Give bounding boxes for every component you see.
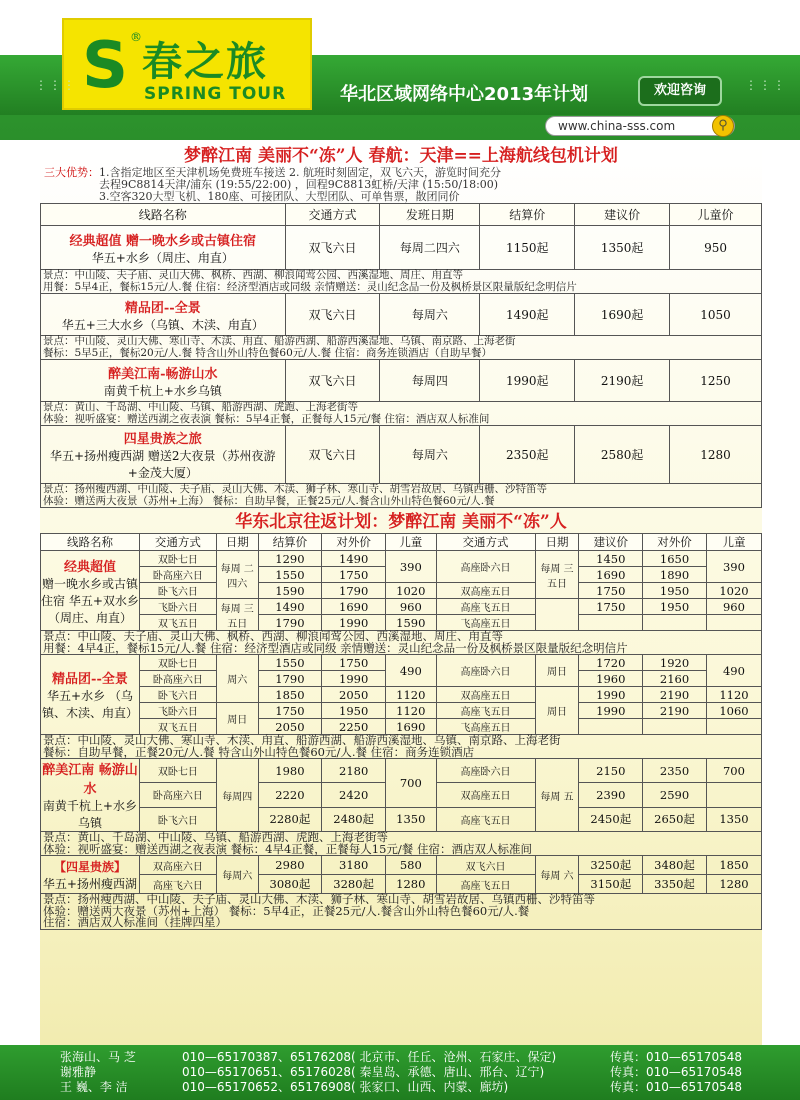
child-price: 1120 <box>386 687 437 703</box>
table-row[interactable] <box>41 360 762 402</box>
contact-fax: 传真：010—65170548 <box>610 1065 742 1079</box>
public-price: 1690 <box>322 599 386 615</box>
empty-cell <box>579 719 643 735</box>
table-row[interactable] <box>41 856 762 875</box>
col-header: 结算价 <box>258 534 322 551</box>
note-line: 体验：赠送两大夜景（苏州+上海） 餐标：5早4正，正餐25元/人.餐含山外山特色餐60元/人.餐 <box>43 903 530 918</box>
public-price: 1950 <box>643 583 707 599</box>
route-desc: 华五+扬州瘦西湖 <box>42 876 137 891</box>
settle-price: 1590 <box>258 583 322 599</box>
public-price: 2050 <box>322 687 386 703</box>
col-header: 线路名称 <box>41 534 140 551</box>
contact-phone[interactable]: 010—65170387、65176208( 北京市、任丘、沧州、石家庄、保定) <box>182 1050 557 1064</box>
transport: 高座飞五日 <box>436 599 535 615</box>
advantages <box>40 167 762 203</box>
transport: 双飞六日 <box>285 294 380 336</box>
departure-date: 每周二四六 <box>380 226 480 270</box>
route-name: 精品团--全景 <box>52 672 128 687</box>
transport: 卧飞六日 <box>139 687 216 703</box>
public-price: 3350起 <box>643 875 707 894</box>
empty-cell <box>643 615 707 631</box>
transport: 飞高座五日 <box>436 719 535 735</box>
public-price: 1650 <box>643 551 707 567</box>
empty-cell <box>579 615 643 631</box>
settle-price: 2050 <box>258 719 322 735</box>
suggest-price: 2580起 <box>575 426 670 484</box>
logo-text-en: SPRING TOUR <box>144 84 287 104</box>
route-notes <box>41 735 762 759</box>
settle-price: 2980 <box>258 856 322 875</box>
child-price: 960 <box>386 599 437 615</box>
route-name: 【四星贵族】 <box>53 859 126 874</box>
note-line: 住宿：酒店双人标准间（挂牌四星） <box>43 915 227 929</box>
public-price: 2420 <box>322 783 386 807</box>
table-row[interactable] <box>41 599 762 615</box>
departure-date: 每周六 <box>380 294 480 336</box>
suggest-price: 1690起 <box>575 294 670 336</box>
col-header: 日期 <box>216 534 258 551</box>
settle-price: 1490 <box>258 599 322 615</box>
settle-price: 1490起 <box>480 294 575 336</box>
empty-cell <box>706 719 761 735</box>
col-header: 线路名称 <box>41 204 286 226</box>
date: 每周 二四六 <box>216 551 258 599</box>
suggest-price: 1960 <box>579 671 643 687</box>
col-header: 结算价 <box>480 204 575 226</box>
child-price: 700 <box>706 759 761 783</box>
route-desc: 华五+水乡（周庄、甪直） <box>91 250 234 265</box>
contact-fax: 传真：010—65170548 <box>610 1080 742 1094</box>
suggest-price: 2390 <box>579 783 643 807</box>
child-price: 1050 <box>670 294 762 336</box>
col-header: 交通方式 <box>436 534 535 551</box>
table-header <box>41 534 762 551</box>
date: 每周 六 <box>535 856 579 894</box>
settle-price: 1790 <box>258 671 322 687</box>
date: 周六 <box>216 655 258 703</box>
route-notes <box>41 270 762 294</box>
public-price: 2480起 <box>322 807 386 831</box>
transport: 双飞六日 <box>285 226 380 270</box>
route-name: 经典超值 赠一晚水乡或古镇住宿 <box>69 233 257 249</box>
suggest-price: 1450 <box>579 551 643 567</box>
note-line: 景点：扬州瘦西湖、中山陵、夫子庙、灵山大佛、木渎、狮子林、寒山寺、胡雪岩故居、乌镇西栅、沙特笛等 <box>43 892 595 906</box>
suggest-price: 3150起 <box>579 875 643 894</box>
public-price: 2250 <box>322 719 386 735</box>
settle-price: 1990起 <box>480 360 575 402</box>
note-line: 餐标：自助早餐，正餐20元/人.餐 特含山外山特色餐60元/人.餐 住宿：商务连锁酒店 <box>43 744 475 759</box>
route-name: 四星贵族之旅 <box>123 432 202 447</box>
child-price: 390 <box>386 551 437 583</box>
advantages-label: 三大优势： <box>44 166 99 179</box>
route-desc: 华五+扬州瘦西湖 赠送2大夜景（苏州夜游+金茂大厦） <box>50 449 276 480</box>
registered-icon: ® <box>130 30 142 44</box>
date: 周日 <box>535 687 579 735</box>
table-row[interactable] <box>41 226 762 270</box>
child-price: 950 <box>670 226 762 270</box>
suggest-price: 1690 <box>579 567 643 583</box>
suggest-price: 1750 <box>579 583 643 599</box>
transport: 卧高座六日 <box>139 783 216 807</box>
public-price: 2190 <box>643 687 707 703</box>
header <box>0 0 800 140</box>
transport: 卧高座六日 <box>139 567 216 583</box>
note-line: 景点：中山陵、夫子庙、灵山大佛、枫桥、西湖、柳浪闻莺公园、西溪湿地、周庄、甪直等 <box>43 629 503 643</box>
transport: 卧飞六日 <box>139 583 216 599</box>
advantage-flight: 去程9C8814天津/浦东 (19:55/22:00) ，回程9C8813虹桥/天津 (15:50/18:00) <box>99 178 499 191</box>
transport: 双飞六日 <box>436 856 535 875</box>
col-header: 儿童 <box>706 534 761 551</box>
route-desc: 华五+水乡 （乌镇、木渎、甪直） <box>41 689 138 720</box>
col-header: 建议价 <box>579 534 643 551</box>
child-price: 700 <box>386 759 437 808</box>
public-price: 3280起 <box>322 875 386 894</box>
suggest-price: 2450起 <box>579 807 643 831</box>
child-price: 1280 <box>386 875 437 894</box>
route-name: 经典超值 <box>63 559 116 575</box>
section1-title: 梦醉江南 美丽不“冻”人 春航：天津==上海航线包机计划 <box>184 146 618 166</box>
child-price: 1350 <box>706 807 761 831</box>
suggest-price: 1990 <box>579 703 643 719</box>
settle-price: 3080起 <box>258 875 322 894</box>
date: 周日 <box>216 703 258 735</box>
child-price: 1280 <box>706 875 761 894</box>
route-notes <box>41 336 762 360</box>
transport: 卧高座六日 <box>139 671 216 687</box>
child-price: 1280 <box>670 426 762 484</box>
route-desc: 南黄千杭上+水乡乌镇 <box>103 383 222 398</box>
settle-price: 2350起 <box>480 426 575 484</box>
public-price: 2190 <box>643 703 707 719</box>
contact-list <box>60 1050 760 1095</box>
public-price: 1750 <box>322 655 386 671</box>
transport: 高座卧六日 <box>436 759 535 783</box>
route-desc: 赠一晚水乡或古镇住宿 华五+双水乡 （周庄、甪直） <box>41 576 139 625</box>
contact-phone[interactable]: 010—65170651、65176028( 秦皇岛、承德、唐山、邢台、辽宁) <box>182 1065 545 1079</box>
note-line: 景点：中山陵、灵山大佛、寒山寺、木渎、甪直、船游西湖、船游西溪湿地、乌镇、南京路、上海老街 <box>43 335 516 347</box>
child-price: 1060 <box>706 703 761 719</box>
col-header: 对外价 <box>643 534 707 551</box>
departure-date: 每周六 <box>380 426 480 484</box>
note-line: 景点：中山陵、灵山大佛、寒山寺、木渎、甪直、船游西湖、船游西溪湿地、乌镇、南京路、上海老街 <box>43 733 561 747</box>
public-price: 1920 <box>643 655 707 671</box>
contact-row <box>60 1050 760 1065</box>
date: 每周 三五日 <box>535 551 579 599</box>
child-price: 1020 <box>706 583 761 599</box>
settle-price: 1790 <box>258 615 322 631</box>
date: 每周 三五日 <box>216 599 258 631</box>
settle-price: 2280起 <box>258 807 322 831</box>
col-header: 日期 <box>535 534 579 551</box>
settle-price: 1290 <box>258 551 322 567</box>
child-price: 1850 <box>706 856 761 875</box>
contact-row <box>60 1080 760 1095</box>
transport: 高座飞五日 <box>436 807 535 831</box>
public-price: 3180 <box>322 856 386 875</box>
logo[interactable] <box>62 18 312 110</box>
date: 周日 <box>535 655 579 687</box>
transport: 飞高座五日 <box>436 615 535 631</box>
table-row[interactable] <box>41 807 762 831</box>
route-notes <box>41 484 762 508</box>
route-name: 醉美江南 畅游山水 <box>42 763 138 797</box>
date: 每周四 <box>216 759 258 832</box>
col-header: 发班日期 <box>380 204 480 226</box>
table-row[interactable] <box>41 703 762 719</box>
child-price: 1020 <box>386 583 437 599</box>
transport: 高座卧六日 <box>436 655 535 687</box>
table-row[interactable] <box>41 551 762 567</box>
transport: 双飞六日 <box>285 426 380 484</box>
public-price: 1950 <box>322 703 386 719</box>
section2-title: 华东北京往返计划：梦醉江南 美丽不“冻”人 <box>235 512 567 532</box>
public-price: 2350 <box>643 759 707 783</box>
suggest-price: 3250起 <box>579 856 643 875</box>
public-price: 2160 <box>643 671 707 687</box>
route-notes <box>41 631 762 655</box>
empty-cell <box>706 783 761 807</box>
suggest-price: 1750 <box>579 599 643 615</box>
route-name: 精品团--全景 <box>124 300 201 316</box>
empty-cell <box>706 615 761 631</box>
settle-price: 1750 <box>258 703 322 719</box>
search-icon[interactable]: ⚲ <box>712 115 734 137</box>
table-header <box>41 204 762 226</box>
page-title: 华北区域网络中心2013年计划 <box>340 84 589 105</box>
child-price: 390 <box>706 551 761 583</box>
transport: 高座飞六日 <box>139 875 216 894</box>
public-price: 1890 <box>643 567 707 583</box>
settle-price: 1550 <box>258 655 322 671</box>
public-price: 2650起 <box>643 807 707 831</box>
col-header: 建议价 <box>575 204 670 226</box>
child-price: 1350 <box>386 807 437 831</box>
note-line: 体验：赠送两大夜景（苏州+上海） 餐标：自助早餐，正餐25元/人.餐含山外山特色餐60元/人.餐 <box>43 494 495 507</box>
table-row[interactable] <box>41 294 762 336</box>
child-price: 1690 <box>386 719 437 735</box>
child-price: 490 <box>386 655 437 687</box>
table-row[interactable] <box>41 426 762 484</box>
child-price: 1120 <box>386 703 437 719</box>
transport: 双飞六日 <box>285 360 380 402</box>
note-line: 用餐：4早4正，餐标15元/人.餐 住宿：经济型酒店或同级 亲情赠送：灵山纪念品一份及枫桥景区限量版纪念明信片 <box>43 640 628 655</box>
transport: 高座飞五日 <box>436 875 535 894</box>
suggest-price: 2190起 <box>575 360 670 402</box>
route-notes <box>41 894 762 930</box>
route-notes <box>41 402 762 426</box>
route-desc: 华五+三大水乡（乌镇、木渎、甪直） <box>61 317 264 332</box>
contact-name: 张海山、马 芝 <box>60 1050 136 1064</box>
date: 每周 五 <box>535 759 579 832</box>
charter-table <box>40 203 762 508</box>
note-line: 景点：黄山、千岛湖、中山陵、乌镇、船游西湖、虎跑、上海老街等 <box>43 401 358 413</box>
suggest-price: 1720 <box>579 655 643 671</box>
transport: 飞卧六日 <box>139 599 216 615</box>
col-header: 交通方式 <box>139 534 216 551</box>
date: 每周六 <box>216 856 258 894</box>
child-price: 490 <box>706 655 761 687</box>
public-price: 2590 <box>643 783 707 807</box>
transport: 双高座六日 <box>139 856 216 875</box>
transport: 双高座五日 <box>436 783 535 807</box>
beijing-table <box>40 533 762 930</box>
public-price: 1790 <box>322 583 386 599</box>
public-price: 1950 <box>643 599 707 615</box>
settle-price: 1150起 <box>480 226 575 270</box>
public-price: 1990 <box>322 615 386 631</box>
suggest-price: 1350起 <box>575 226 670 270</box>
child-price: 960 <box>706 599 761 615</box>
table-row[interactable] <box>41 875 762 894</box>
transport: 双飞五日 <box>139 615 216 631</box>
note-line: 体验：视听盛宴：赠送西湖之夜表演 餐标：5早4正餐，正餐每人15元/餐 住宿：酒店双人标准间 <box>43 412 490 425</box>
settle-price: 2220 <box>258 783 322 807</box>
advantage-1: 1.含指定地区至天津机场免费班车接送 2. 航班时刻固定，双飞六天，游览时间充分 <box>99 166 501 179</box>
note-line: 餐标：5早5正，餐标20元/人.餐 特含山外山特色餐60元/人.餐 住宿：商务连锁酒店（自助早餐） <box>43 346 493 359</box>
logo-text-cn: 春之旅 <box>142 39 268 85</box>
col-header: 交通方式 <box>285 204 380 226</box>
contact-phone[interactable]: 010—65170652、65176908( 张家口、山西、内蒙、廊坊) <box>182 1080 509 1094</box>
transport: 双飞五日 <box>139 719 216 735</box>
contact-name: 谢雅静 <box>60 1065 97 1079</box>
note-line: 景点：扬州瘦西湖、中山陵、夫子庙、灵山大佛、木渎、狮子林、寒山寺、胡雪岩故居、乌镇西栅、沙特笛等 <box>43 483 547 495</box>
public-price: 3480起 <box>643 856 707 875</box>
col-header: 儿童价 <box>670 204 762 226</box>
consult-button[interactable]: 欢迎咨询 <box>638 76 722 106</box>
transport: 双卧七日 <box>139 551 216 567</box>
transport: 双卧七日 <box>139 655 216 671</box>
route-name: 醉美江南-畅游山水 <box>108 366 218 382</box>
advantage-3: 3.空客320大型飞机、180座、可接团队、大型团队、可单售票，散团同价 <box>99 190 460 203</box>
public-price: 1490 <box>322 551 386 567</box>
dots-icon: ⋮⋮⋮ <box>745 78 787 92</box>
table-row[interactable] <box>41 759 762 783</box>
transport: 双高座五日 <box>436 583 535 599</box>
contact-name: 王 巍、李 洁 <box>60 1080 128 1094</box>
child-price: 580 <box>386 856 437 875</box>
contact-row <box>60 1065 760 1080</box>
table-row[interactable] <box>41 655 762 671</box>
public-price: 2180 <box>322 759 386 783</box>
transport: 双高座五日 <box>436 687 535 703</box>
settle-price: 1550 <box>258 567 322 583</box>
route-desc: 南黄千杭上+水乡乌镇 <box>42 799 137 830</box>
public-price: 1990 <box>322 671 386 687</box>
transport: 飞卧六日 <box>139 703 216 719</box>
transport: 卧飞六日 <box>139 807 216 831</box>
dots-icon: ⋮⋮⋮ <box>35 78 77 92</box>
website-url[interactable]: www.china-sss.com <box>545 116 735 136</box>
logo-mark-icon: S <box>81 29 129 103</box>
note-line: 景点：中山陵、夫子庙、灵山大佛、枫桥、西湖、柳浪闻莺公园、西溪湿地、周庄、甪直等 <box>43 269 463 281</box>
public-price: 1750 <box>322 567 386 583</box>
settle-price: 1980 <box>258 759 322 783</box>
suggest-price: 2150 <box>579 759 643 783</box>
empty-cell <box>643 719 707 735</box>
note-line: 用餐：5早4正，餐标15元/人.餐 住宿：经济型酒店或同级 亲情赠送：灵山纪念品一份及枫桥景区限量版纪念明信片 <box>43 280 577 293</box>
child-price: 1120 <box>706 687 761 703</box>
transport: 双卧七日 <box>139 759 216 783</box>
suggest-price: 1990 <box>579 687 643 703</box>
table-row[interactable] <box>41 583 762 599</box>
child-price: 1250 <box>670 360 762 402</box>
departure-date: 每周四 <box>380 360 480 402</box>
route-notes <box>41 832 762 856</box>
col-header: 对外价 <box>322 534 386 551</box>
transport: 高座卧六日 <box>436 551 535 583</box>
child-price: 1590 <box>386 615 437 631</box>
note-line: 景点：黄山、千岛湖、中山陵、乌镇、船游西湖、虎跑、上海老街等 <box>43 830 388 844</box>
note-line: 体验：视听盛宴：赠送西湖之夜表演 餐标：4早4正餐，正餐每人15元/餐 住宿：酒店双人标准间 <box>43 841 532 856</box>
main-content <box>40 145 762 1045</box>
col-header: 儿童 <box>386 534 437 551</box>
transport: 高座飞五日 <box>436 703 535 719</box>
table-row[interactable] <box>41 687 762 703</box>
contact-fax: 传真：010—65170548 <box>610 1050 742 1064</box>
settle-price: 1850 <box>258 687 322 703</box>
date-empty <box>535 599 579 631</box>
